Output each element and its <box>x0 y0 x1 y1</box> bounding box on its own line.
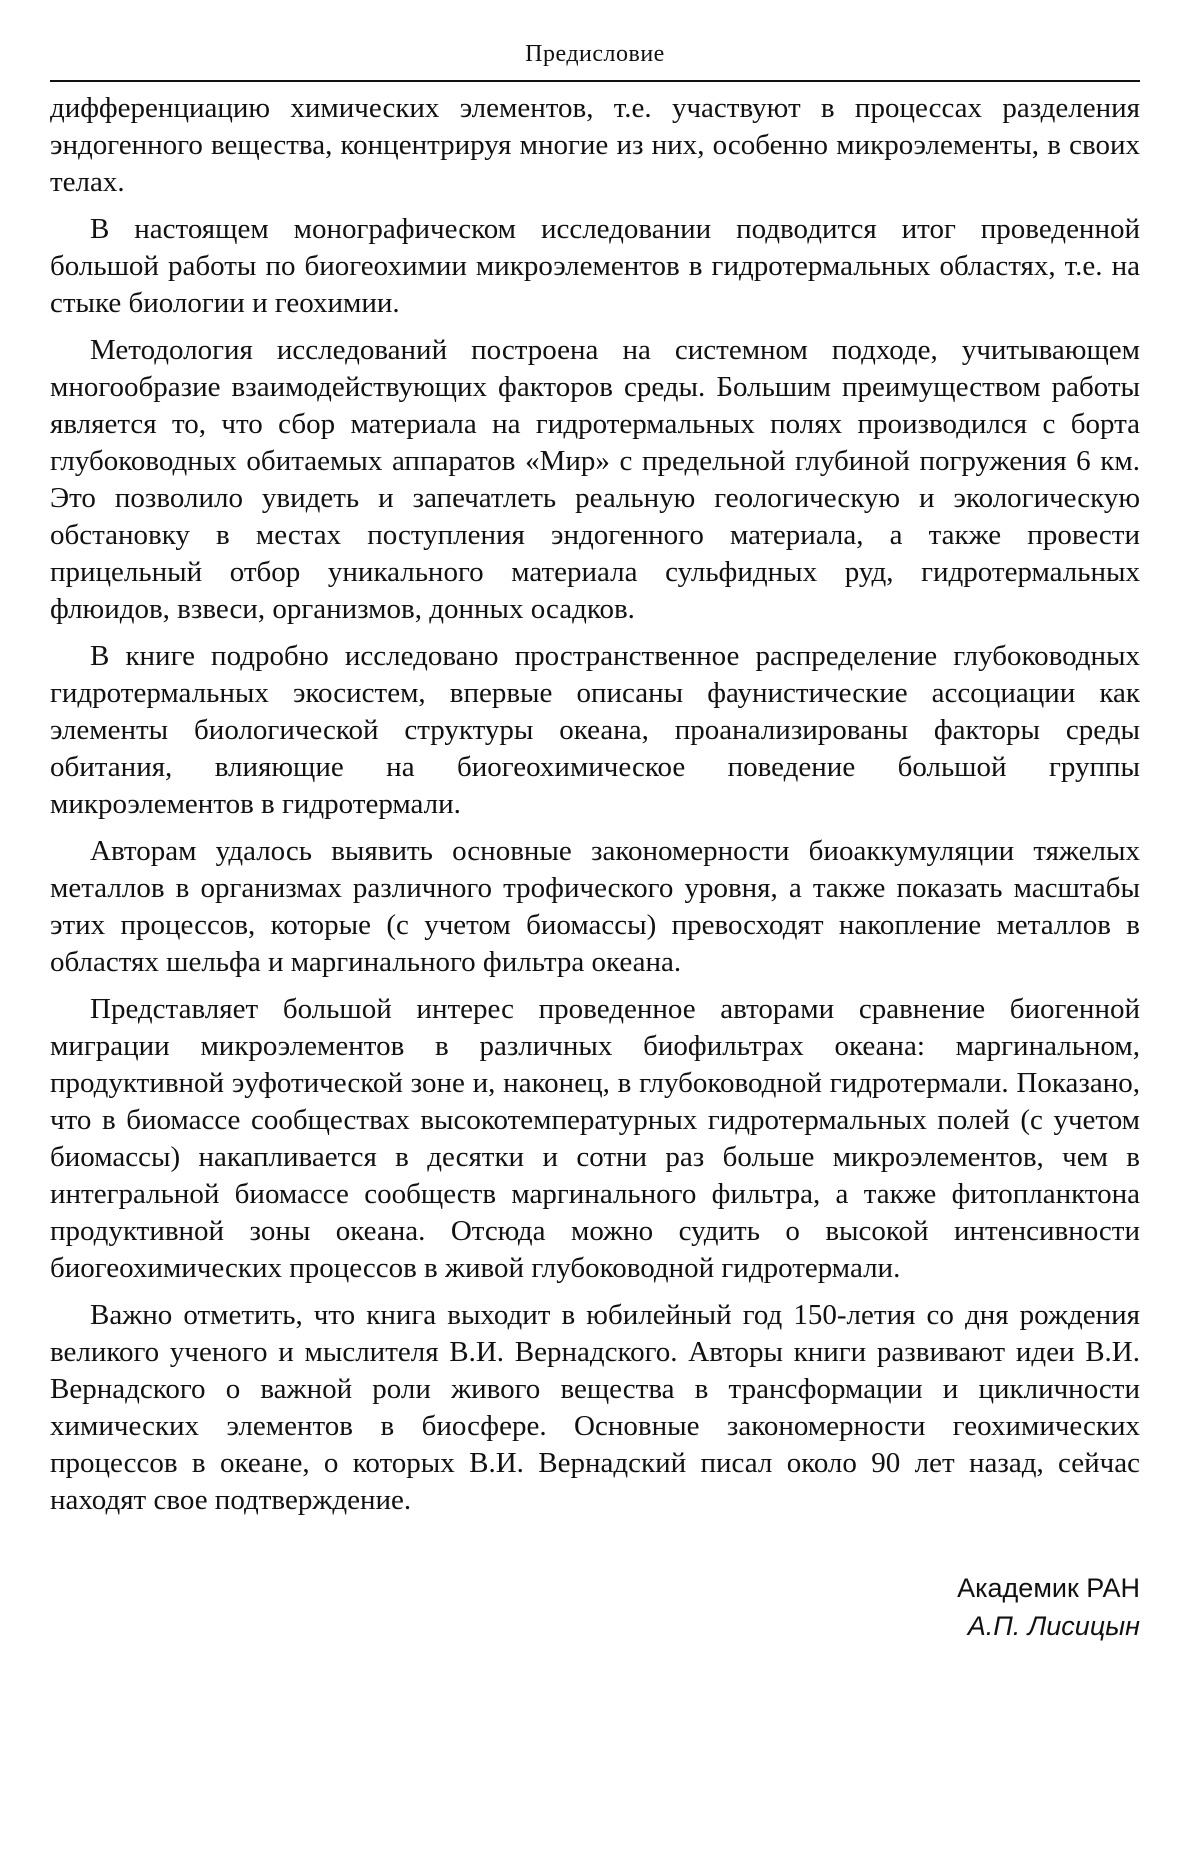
signature-title: Академик РАН <box>957 1573 1140 1603</box>
page <box>50 40 1140 1645</box>
paragraph-6: Представляет большой интерес проведенное авторами сравнение биогенной миграции микроэлементов в различных биофильтрах океана: маргинальном, продуктивной эуфотической зоне и, наконец, в глубоководной гидротермали. Показано, что в биомассе сообществах высокотемпературных гидротермальных полей (с учетом биомассы) накапливается в десятки и сотни раз больше микроэлементов, чем в интегральной биомассе сообществ маргинального фильтра, а также фитопланктона продуктивной зоны океана. Отсюда можно судить о высокой интенсивности биогеохимических процессов в живой глубоководной гидротермали. <box>50 993 1140 1284</box>
paragraph-3: Методология исследований построена на системном подходе, учитывающем многообразие взаимодействующих факторов среды. Большим преимуществом работы является то, что сбор материала на гидротермальных полях производился с борта глубоководных обитаемых аппаратов «Мир» с предельной глубиной погружения 6 км. Это позволило увидеть и запечатлеть реальную геологическую и экологическую обстановку в местах поступления эндогенного материала, а также провести прицельный отбор уникального материала сульфидных руд, гидротермальных флюидов, взвеси, организмов, донных осадков. <box>50 334 1140 625</box>
paragraph-5: Авторам удалось выявить основные закономерности биоаккумуляции тяжелых металлов в организмах различного трофического уровня, а также показать масштабы этих процессов, которые (с учетом биомассы) превосходят накопление металлов в областях шельфа и маргинального фильтра океана. <box>50 835 1140 978</box>
paragraph-2: В настоящем монографическом исследовании подводится итог проведенной большой работы по биогеохимии микроэлементов в гидротермальных областях, т.е. на стыке биологии и геохимии. <box>50 213 1140 319</box>
body-text <box>50 90 1140 1519</box>
running-header: Предисловие <box>50 40 1140 82</box>
signature-name: А.П. Лисицын <box>967 1611 1140 1641</box>
paragraph-7: Важно отметить, что книга выходит в юбилейный год 150-летия со дня рождения великого ученого и мыслителя В.И. Вернадского. Авторы книги развивают идеи В.И. Вернадского о важной роли живого вещества в трансформации и цикличности химических элементов в биосфере. Основные закономерности геохимических процессов в океане, о которых В.И. Вернадский писал около 90 лет назад, сейчас находят свое подтверждение. <box>50 1299 1140 1516</box>
paragraph-4: В книге подробно исследовано пространственное распределение глубоководных гидротермальных экосистем, впервые описаны фаунистические ассоциации как элементы биологической структуры океана, проанализированы факторы среды обитания, влияющие на биогеохимическое поведение большой группы микроэлементов в гидротермали. <box>50 640 1140 820</box>
signature <box>50 1569 1140 1645</box>
paragraph-1: дифференциацию химических элементов, т.е. участвуют в процессах разделения эндогенного вещества, концентрируя многие из них, особенно микроэлементы, в своих телах. <box>50 92 1140 198</box>
